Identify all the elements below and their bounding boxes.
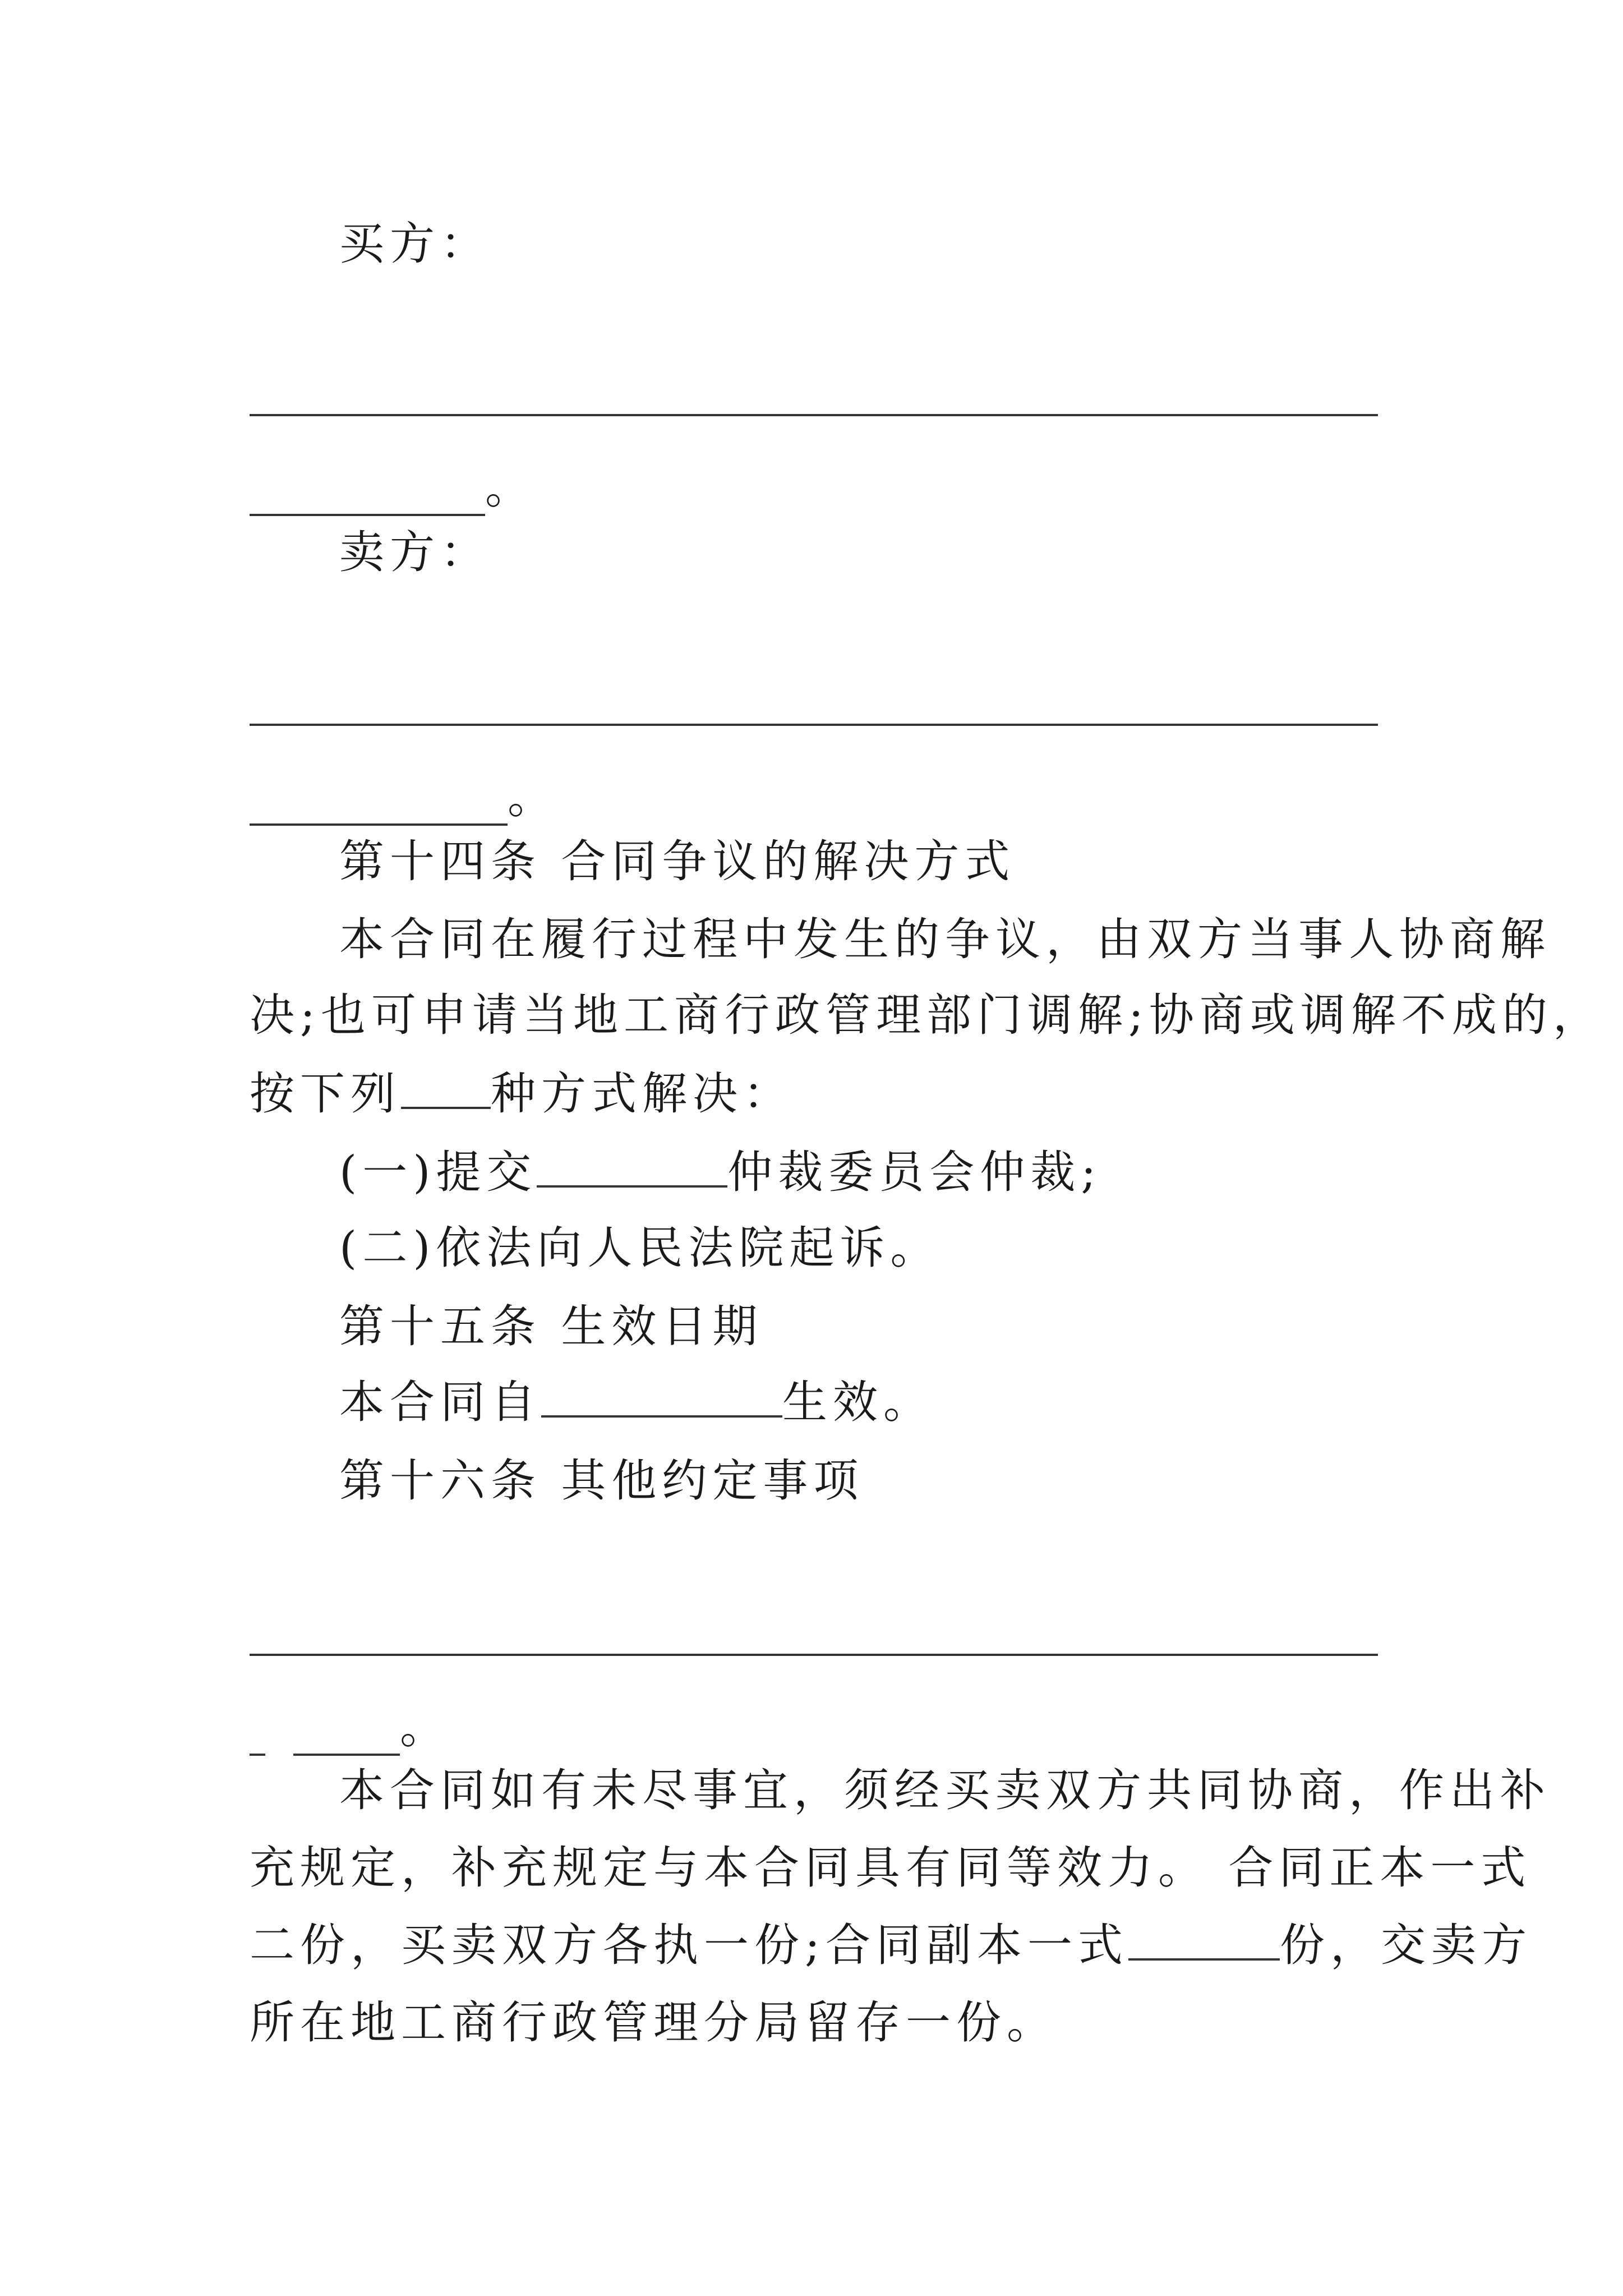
article-14-paragraph-line-3 [250,1066,794,1122]
article-16-title: 第十六条 其他约定事项 [339,1455,864,1507]
method-count-blank [401,1068,491,1109]
option-1-prefix: (一)提交 [339,1146,537,1198]
seller-fill-tail [250,770,558,826]
article-15-suffix: 生效。 [782,1376,934,1428]
buyer-label: 买方： [339,218,491,270]
buyer-end: 。 [485,462,536,514]
article-16-fill-tail [250,1700,450,1756]
final-paragraph-line-3 [250,1917,1532,1973]
article-14-option-2: (二)依法向人民法院起诉。 [339,1222,941,1274]
seller-label: 卖方： [339,526,491,578]
article-14-paragraph-line-1: 本合同在履行过程中发生的争议，由双方当事人协商解 [339,913,1551,965]
buyer-blank [250,480,485,516]
article-16-blank-short [250,1720,265,1756]
article-16-end: 。 [400,1701,450,1754]
article-15-title: 第十五条 生效日期 [339,1300,763,1352]
final-paragraph-line-4: 所在地工商行政管理分局留存一份。 [250,1996,1057,2049]
article-16-blank [293,1720,400,1756]
article-14-line-3-suffix: 种方式解决： [491,1068,794,1120]
copy-count-blank [1128,1919,1280,1961]
buyer-fill-line [250,414,1378,416]
article-14-option-1 [339,1144,1101,1200]
buyer-fill-tail [250,460,536,516]
article-16-fill-line [250,1654,1378,1656]
seller-blank [250,790,508,826]
seller-end: 。 [508,771,558,823]
article-15-prefix: 本合同自 [339,1376,541,1428]
article-14-title: 第十四条 合同争议的解决方式 [339,835,1016,887]
effective-date-blank [541,1376,782,1418]
final-line-3-prefix: 二份，买卖双方各执一份;合同副本一式 [250,1919,1128,1971]
final-paragraph-line-1: 本合同如有未尽事宜，须经买卖双方共同协商，作出补 [339,1764,1551,1816]
article-14-paragraph-line-2: 决;也可申请当地工商行政管理部门调解;协商或调解不成的， [250,989,1603,1041]
arbitration-committee-blank [537,1146,727,1188]
article-15-content [339,1374,934,1430]
final-line-3-suffix: 份，交卖方 [1279,1919,1532,1971]
seller-fill-line [250,724,1378,726]
final-paragraph-line-2: 充规定，补充规定与本合同具有同等效力。 合同正本一式 [250,1842,1532,1894]
option-1-suffix: 仲裁委员会仲裁; [727,1146,1102,1198]
article-14-line-3-prefix: 按下列 [250,1068,401,1120]
